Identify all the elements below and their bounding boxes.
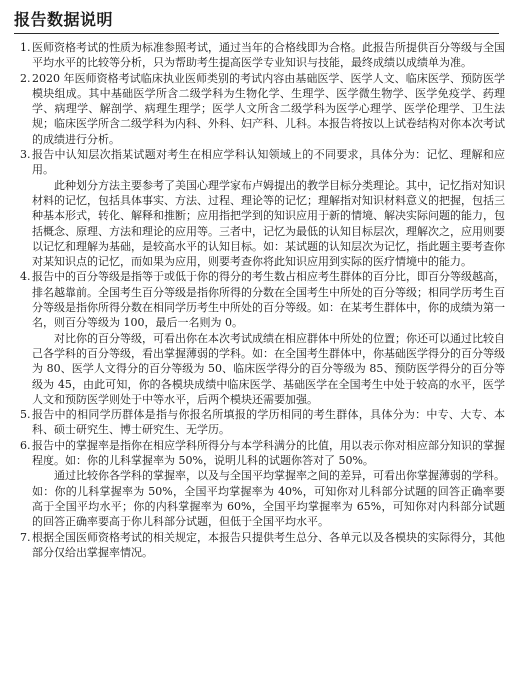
note-item-1 bbox=[20, 40, 505, 71]
note-text: 医师资格考试的性质为标准参照考试，通过当年的合格线即为合格。此报告所提供百分等级与全国平均水平的比较等分析，只为帮助考生提高医学专业知识与技能，最终成绩以成绩单为准。 bbox=[32, 41, 505, 70]
note-text: 根据全国医师资格考试的相关规定，本报告只提供考生总分、各单元以及各模块的实际得分，其他部分仅给出掌握率情况。 bbox=[32, 530, 505, 559]
note-number: 1. bbox=[20, 41, 31, 54]
note-number: 4. bbox=[20, 270, 31, 284]
note-number: 7. bbox=[20, 530, 31, 544]
note-item-2 bbox=[20, 71, 505, 147]
note-item-4 bbox=[20, 269, 505, 407]
note-text: 2020 年医师资格考试临床执业医师类别的考试内容由基础医学、医学人文、临床医学、预防医学模块组成。其中基础医学所含二级学科为生物化学、生理学、医学微生物学、医学免疫学、药理学、病理学、解剖学、病理生理学；医学人文所含二级学科为医学心理学、医学伦理学、卫生法规；临床医学所含二级学科为内科、外科、妇产科、儿科。本报告将按以上试卷结构对你本次考试的成绩进行分析。 bbox=[32, 71, 505, 146]
note-text: 报告中的百分等级是指等于或低于你的得分的考生数占相应考生群体的百分比，即百分等级越高，排名越靠前。全国考生百分等级是指你所得的分数在全国考生中所处的百分等级；相同学历考生百分等级是指你所得分数在相同学历考生中所处的百分等级。如：在某考生群体中，你的成绩为第一名，则百分等级为 100，最后一名则为 0。 bbox=[32, 270, 505, 330]
note-item-7 bbox=[20, 530, 505, 561]
notes-list bbox=[20, 40, 505, 560]
note-number: 3. bbox=[20, 148, 31, 162]
note-number: 6. bbox=[20, 438, 31, 452]
note-text: 报告中的掌握率是指你在相应学科所得分与本学科满分的比值，用以表示你对相应部分知识的掌握程度。如：你的儿科掌握率为 50%，说明儿科的试题你答对了 50%。 bbox=[32, 438, 505, 468]
note-extra-text: 此种划分方法主要参考了美国心理学家布卢姆提出的教学目标分类理论。其中，记忆指对知识材料的记忆，包括具体事实、方法、过程、理论等的记忆；理解指对知识材料意义的把握，包括三种基本形式，转化、解释和推断；应用指把学到的知识应用于新的情境、解决实际问题的能力，包括概念、原理、方法和理论的应用等。三者中，记忆为最低的认知目标层次，理解次之，应用则要以记忆和理解为基础，是较高水平的认知目标。如：某试题的认知层次为记忆，指此题主要考查你对某知识点的记忆，而如果为应用，则要考查你将此知识应用到实际的医疗情境中的能力。 bbox=[32, 178, 505, 269]
note-text: 报告中认知层次指某试题对考生在相应学科认知领域上的不同要求，具体分为：记忆、理解和应用。 bbox=[32, 148, 505, 177]
note-number: 2. bbox=[20, 71, 31, 85]
title-divider bbox=[14, 33, 499, 34]
note-number: 5. bbox=[20, 408, 31, 422]
page-title: 报告数据说明 bbox=[14, 10, 114, 29]
note-extra-text: 对比你的百分等级，可看出你在本次考试成绩在相应群体中所处的位置；你还可以通过比较自己各学科的百分等级，看出掌握薄弱的学科。如：在全国考生群体中，你基础医学得分的百分等级为 80、医学人文得分的百分等级为 50、临床医学得分的百分等级为 85、预防医学得分的百分等级为 45，由此可知，你的各模块成绩中临床医学、基础医学在全国考生中处于较高的水平，医学人文和预防医学则处于中等水平，后两个模块还需要加强。 bbox=[32, 331, 505, 406]
note-extra-text: 通过比较你各学科的掌握率，以及与全国平均掌握率之间的差异，可看出你掌握薄弱的学科。如：你的儿科掌握率为 50%，全国平均掌握率为 40%，可知你对儿科部分试题的回答正确率要高于全国平均水平；你的内科掌握率为 60%，全国平均掌握率为 65%，可知你对内科部分试题的回答正确率要高于你儿科部分试题，但低于全国平均水平。 bbox=[32, 469, 505, 529]
note-text: 报告中的相同学历群体是指与你报名所填报的学历相同的考生群体，具体分为：中专、大专、本科、硕士研究生、博士研究生、无学历。 bbox=[32, 408, 505, 437]
note-item-6 bbox=[20, 438, 505, 530]
note-item-5 bbox=[20, 407, 505, 438]
note-item-3 bbox=[20, 147, 505, 269]
